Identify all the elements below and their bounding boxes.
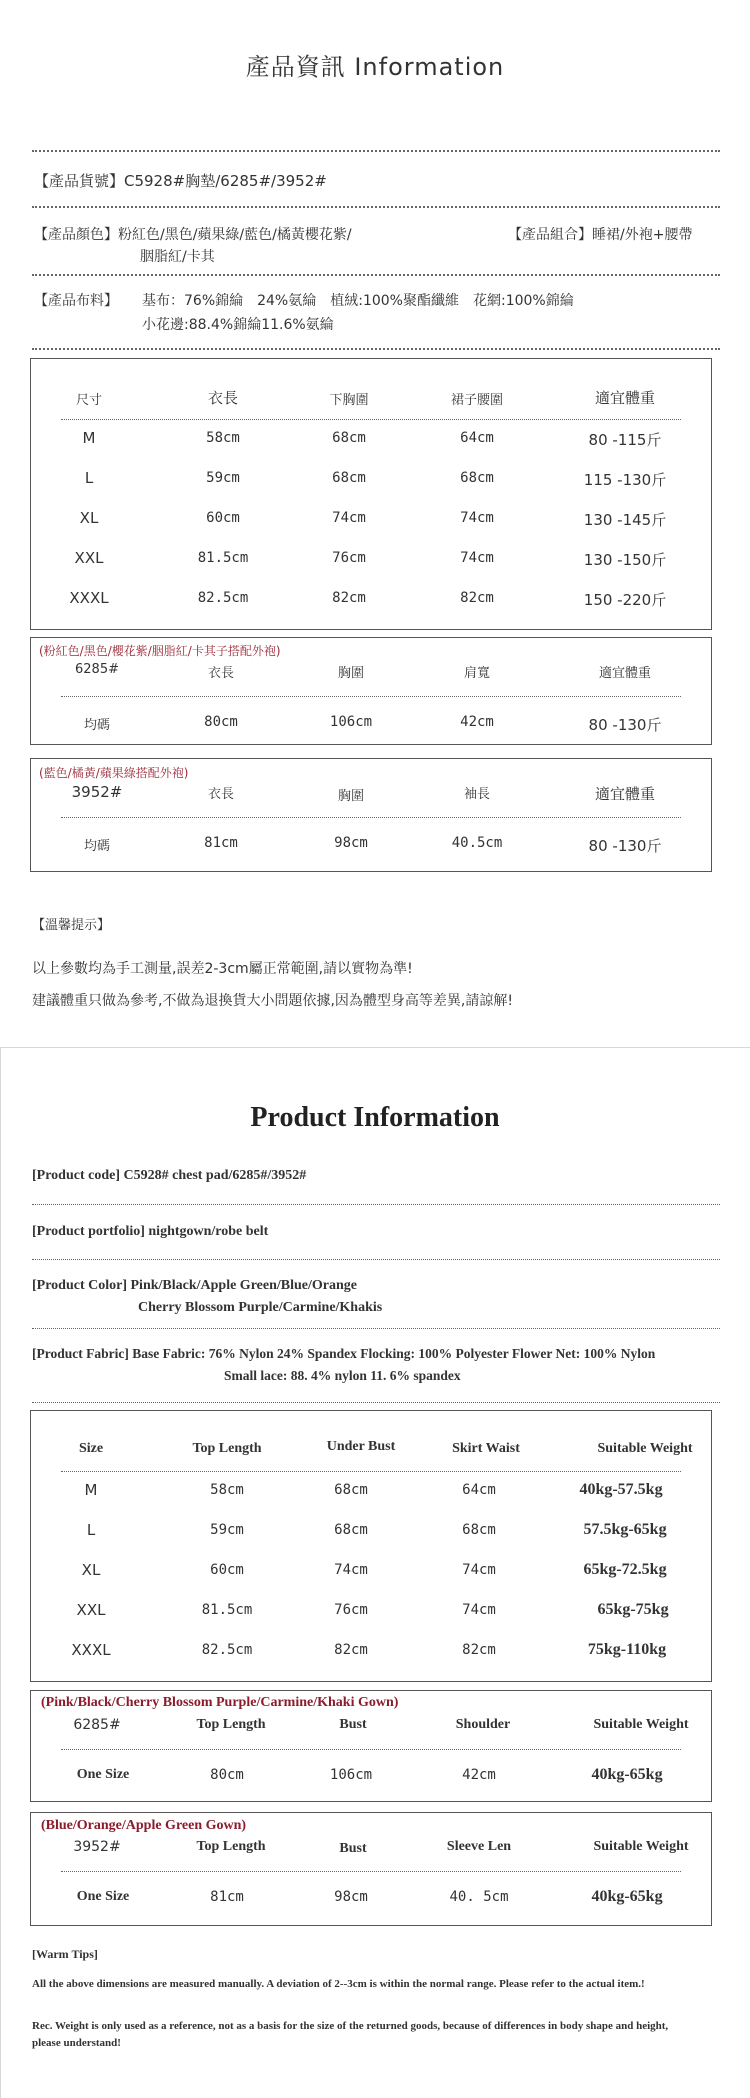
cell-length: 80cm <box>204 714 238 730</box>
cn-fabric-line-2: 小花邊:88.4%錦綸11.6%氨綸 <box>142 317 334 333</box>
cell-bust: 98cm <box>334 1889 368 1905</box>
cell-underbust: 68cm <box>334 1482 368 1498</box>
en-product-color-2: Cherry Blossom Purple/Carmine/Khakis <box>138 1300 383 1315</box>
col-header-underbust: Under Bust <box>326 1439 396 1454</box>
en-product-color-1: [Product Color] Pink/Black/Apple Green/Blue/Orange <box>32 1278 357 1293</box>
col-header-weight: Suitable Weight <box>593 1717 689 1732</box>
col-header-length: 衣長 <box>207 787 235 802</box>
col-header-bust: Bust <box>339 1841 367 1856</box>
cn-product-combo: 【產品組合】睡裙/外袍+腰帶 <box>508 227 693 243</box>
divider <box>32 274 720 276</box>
cn-product-code: 【產品貨號】C5928#胸墊/6285#/3952# <box>34 172 327 190</box>
col-header-weight: 適宜體重 <box>594 785 656 803</box>
cell-sleeve: 40. 5cm <box>449 1889 509 1905</box>
cell-shoulder: 42cm <box>460 714 494 730</box>
divider <box>61 696 681 697</box>
cell-size: L <box>84 469 94 487</box>
cell-size: XXL <box>76 1601 106 1619</box>
cell-length: 60cm <box>210 1562 244 1578</box>
cell-weight: 40kg-65kg <box>591 1766 663 1783</box>
cell-sleeve: 40.5cm <box>451 835 503 851</box>
cell-weight: 65kg-75kg <box>597 1601 669 1618</box>
cell-length: 58cm <box>210 1482 244 1498</box>
col-header-shoulder: Shoulder <box>455 1717 511 1732</box>
en-tip-1: All the above dimensions are measured manually. A deviation of 2--3cm is within the normal range. Please refer to the actual item.! <box>32 1978 645 1990</box>
divider <box>32 348 720 350</box>
cell-length: 82.5cm <box>201 1642 253 1658</box>
cell-underbust: 74cm <box>332 510 366 526</box>
col-header-shoulder: 肩寬 <box>463 666 491 681</box>
cell-size: 均碼 <box>83 718 111 733</box>
cell-bust: 98cm <box>334 835 368 851</box>
divider <box>61 1749 681 1750</box>
cell-underbust: 76cm <box>332 550 366 566</box>
cell-length: 59cm <box>206 470 240 486</box>
cell-skirt-waist: 74cm <box>462 1602 496 1618</box>
cn-size-table <box>30 358 712 630</box>
col-header-size: Size <box>78 1441 104 1456</box>
cn-tip-1: 以上參數均為手工測量,誤差2-3cm屬正常範圍,請以實物為準! <box>32 961 413 977</box>
en-page-title: Product Information <box>250 1102 500 1133</box>
en-tip-2: Rec. Weight is only used as a reference, not as a basis for the size of the returned goods, because of differences in body shape and height, please understand! <box>32 2020 669 2049</box>
cell-underbust: 68cm <box>332 430 366 446</box>
cell-weight: 80 -115斤 <box>588 431 662 449</box>
en-size-table <box>30 1410 712 1682</box>
cell-skirt-waist: 68cm <box>462 1522 496 1538</box>
cn-tips-title: 【溫馨提示】 <box>32 918 111 933</box>
cn-fabric-line-1: 基布：76%錦綸 24%氨綸 植絨:100%聚酯纖維 花網:100%錦綸 <box>142 293 574 309</box>
cell-underbust: 76cm <box>334 1602 368 1618</box>
col-header-bust: 胸圍 <box>337 666 365 681</box>
cell-underbust: 82cm <box>334 1642 368 1658</box>
cell-skirt-waist: 82cm <box>460 590 494 606</box>
col-header-length: 衣長 <box>207 666 235 681</box>
cn-3952-table <box>30 758 712 872</box>
divider <box>61 1471 681 1472</box>
cell-weight: 75kg-110kg <box>587 1641 667 1658</box>
divider <box>61 419 681 420</box>
divider <box>32 1259 720 1260</box>
cell-length: 81cm <box>210 1889 244 1905</box>
cell-size: XL <box>79 509 99 527</box>
en-product-portfolio: [Product portfolio] nightgown/robe belt <box>32 1224 269 1239</box>
cell-weight: 65kg-72.5kg <box>583 1561 667 1578</box>
chinese-info-panel <box>0 0 750 1010</box>
divider <box>32 1402 720 1403</box>
cell-weight: 40kg-57.5kg <box>579 1481 663 1498</box>
cell-underbust: 68cm <box>332 470 366 486</box>
divider <box>32 206 720 208</box>
cell-length: 82.5cm <box>197 590 249 606</box>
cell-bust: 106cm <box>329 714 373 730</box>
cell-size: One Size <box>76 1767 130 1782</box>
cell-length: 59cm <box>210 1522 244 1538</box>
cell-skirt-waist: 74cm <box>462 1562 496 1578</box>
col-header-weight: Suitable Weight <box>597 1441 693 1456</box>
en-product-code: [Product code] C5928# chest pad/6285#/3952# <box>32 1168 307 1183</box>
en-fabric-1: [Product Fabric] Base Fabric: 76% Nylon 24% Spandex Flocking: 100% Polyester Flower Net: 100% Nylon <box>32 1346 656 1361</box>
divider <box>32 1204 720 1205</box>
col-header-skirt-waist: 裙子腰圍 <box>450 393 504 408</box>
col-header-length: Top Length <box>192 1441 262 1456</box>
cell-skirt-waist: 82cm <box>462 1642 496 1658</box>
divider <box>32 1328 720 1329</box>
cell-weight: 130 -145斤 <box>583 511 667 529</box>
cell-size: 均碼 <box>83 839 111 854</box>
cn-product-color-cont: 胭脂紅/卡其 <box>140 249 215 265</box>
col-header-code: 3952# <box>71 783 123 801</box>
cell-skirt-waist: 64cm <box>462 1482 496 1498</box>
en-6285-note: (Pink/Black/Cherry Blossom Purple/Carmine/Khaki Gown) <box>41 1695 399 1710</box>
col-header-bust: 胸圍 <box>337 789 365 804</box>
col-header-weight: 適宜體重 <box>594 389 656 407</box>
col-header-code: 6285# <box>75 662 119 677</box>
cell-length: 81cm <box>204 835 238 851</box>
en-tips-title: [Warm Tips] <box>32 1947 98 1961</box>
col-header-weight: Suitable Weight <box>593 1839 689 1854</box>
cell-size: XXL <box>74 549 104 567</box>
cell-weight: 150 -220斤 <box>583 591 667 609</box>
cell-size: XXXL <box>69 589 109 607</box>
col-header-length: Top Length <box>196 1717 266 1732</box>
col-header-size: 尺寸 <box>75 393 103 408</box>
col-header-length: 衣長 <box>207 389 239 407</box>
cn-page-title: 產品資訊 Information <box>245 53 505 81</box>
cell-length: 81.5cm <box>201 1602 253 1618</box>
cn-6285-table <box>30 637 712 745</box>
cell-bust: 106cm <box>329 1767 373 1783</box>
cell-skirt-waist: 68cm <box>460 470 494 486</box>
cell-shoulder: 42cm <box>462 1767 496 1783</box>
cell-size: M <box>82 429 96 447</box>
cell-weight: 80 -130斤 <box>588 716 662 734</box>
divider <box>61 1871 681 1872</box>
en-3952-note: (Blue/Orange/Apple Green Gown) <box>41 1818 247 1833</box>
col-header-code: 6285# <box>73 1717 121 1733</box>
cell-underbust: 68cm <box>334 1522 368 1538</box>
cn-fabric-label: 【產品布料】 <box>34 293 118 309</box>
cell-length: 60cm <box>206 510 240 526</box>
cn-product-color: 【產品顏色】粉紅色/黑色/蘋果綠/藍色/橘黃櫻花紫/ <box>34 227 352 243</box>
col-header-weight: 適宜體重 <box>598 666 652 681</box>
cell-size: L <box>86 1521 96 1539</box>
cell-size: XL <box>81 1561 101 1579</box>
en-fabric-2: Small lace: 88. 4% nylon 11. 6% spandex <box>224 1368 461 1383</box>
col-header-sleeve: Sleeve Len <box>446 1839 512 1854</box>
en-6285-table <box>30 1690 712 1802</box>
cell-skirt-waist: 74cm <box>460 550 494 566</box>
cell-weight: 80 -130斤 <box>588 837 662 855</box>
col-header-code: 3952# <box>73 1839 121 1855</box>
cell-weight: 40kg-65kg <box>591 1888 663 1905</box>
cell-size: XXXL <box>71 1641 111 1659</box>
cell-length: 58cm <box>206 430 240 446</box>
en-3952-table <box>30 1812 712 1926</box>
cn-3952-note: (藍色/橘黃/蘋果綠搭配外袍) <box>39 766 189 780</box>
cell-size: M <box>84 1481 98 1499</box>
cell-size: One Size <box>76 1889 130 1904</box>
cell-skirt-waist: 64cm <box>460 430 494 446</box>
divider <box>32 150 720 152</box>
cell-weight: 57.5kg-65kg <box>583 1521 667 1538</box>
divider <box>61 817 681 818</box>
cell-underbust: 74cm <box>334 1562 368 1578</box>
cell-weight: 130 -150斤 <box>583 551 667 569</box>
col-header-length: Top Length <box>196 1839 266 1854</box>
cell-length: 80cm <box>210 1767 244 1783</box>
cn-6285-note: (粉紅色/黑色/櫻花紫/胭脂紅/卡其子搭配外袍) <box>39 644 281 658</box>
col-header-underbust: 下胸圍 <box>329 393 369 408</box>
col-header-skirt-waist: Skirt Waist <box>452 1441 520 1456</box>
col-header-bust: Bust <box>339 1717 367 1732</box>
cell-length: 81.5cm <box>197 550 249 566</box>
cell-underbust: 82cm <box>332 590 366 606</box>
cell-weight: 115 -130斤 <box>583 471 667 489</box>
cell-skirt-waist: 74cm <box>460 510 494 526</box>
col-header-sleeve: 袖長 <box>463 787 491 802</box>
cn-tip-2: 建議體重只做為參考,不做為退換貨大小問題依據,因為體型身高等差異,請諒解! <box>32 993 513 1009</box>
